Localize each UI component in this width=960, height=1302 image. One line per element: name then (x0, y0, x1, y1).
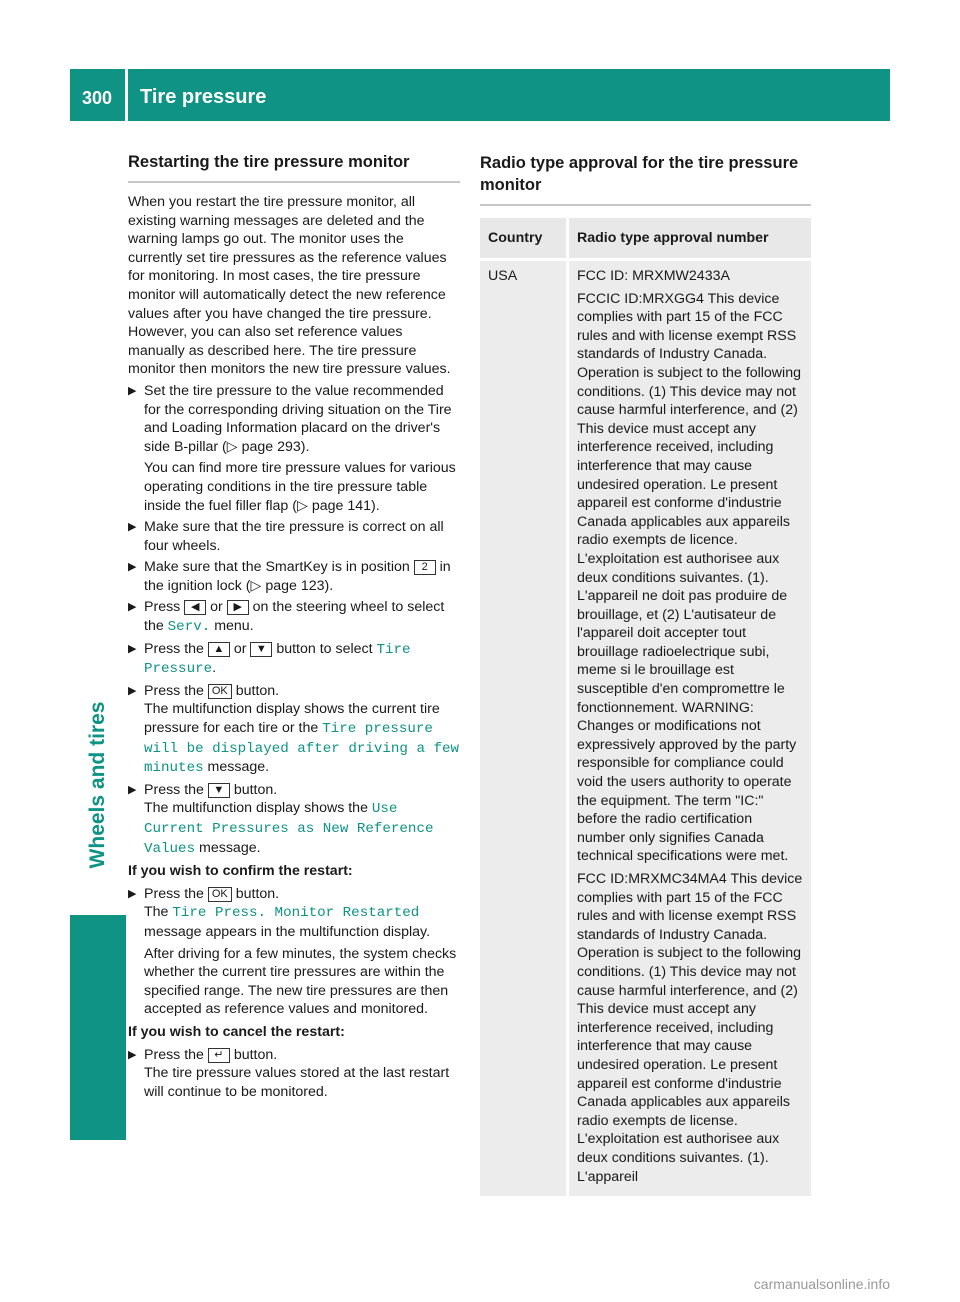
key-position-2-icon: 2 (414, 560, 436, 575)
down-arrow-icon: ▼ (208, 783, 230, 798)
approval-text-2: FCC ID:MRXMC34MA4 This device complies with part 15 of the FCC rules and with license exempt RSS standards of Industry Canada. Operation is subject to the following conditions. (1) This device may not cause harmful interference, and (2) This device must accept any interference received, including interference that may cause undesired operation. Le present appareil est conforme d'industrie Canada applicables aux appareils radio exempts de license. L'exploitation est authorisee aux deux conditions suivantes. (1). L'appareil (577, 871, 803, 1185)
cancel-heading: If you wish to cancel the restart: (128, 1023, 345, 1040)
step-2: ▶ Make sure that the tire pressure is correct on all four wheels. (128, 518, 460, 555)
ok-button-icon: OK (208, 684, 232, 699)
step-1: ▶ Set the tire pressure to the value recommended for the corresponding driving situation on the Tire and Loading Information placard on the driver's side B-pillar (▷ page 293). (128, 382, 460, 456)
step-4: ▶ Press ◀ or ▶ on the steering wheel to select the Serv. menu. (128, 598, 460, 636)
serv-menu-label: Serv. (167, 619, 211, 636)
step-7: ▶ Press the ▼ button. The multifunction display shows the Use Current Pressures as New Reference Values message. (128, 781, 460, 858)
step-8-note: After driving for a few minutes, the system checks whether the current tire pressures are within the specified range. The new tire pressures are then accepted as reference values and monitored. (144, 945, 457, 1018)
tire-pressure-message: Tire pressure will be displayed after driving a few minutes (144, 721, 460, 777)
section-heading: Restarting the tire pressure monitor (128, 152, 460, 183)
use-current-pressures-message: Use Current Pressures as New Reference Values (144, 801, 434, 857)
step-1-note: You can find more tire pressure values for various operating conditions in the tire pressure table inside the fuel filler flap (▷ page 141). (144, 460, 456, 514)
page-title: Tire pressure (140, 86, 267, 108)
step-5: ▶ Press the ▲ or ▼ button to select Tire Pressure. (128, 640, 460, 679)
right-column (480, 152, 811, 1196)
header-divider (125, 69, 128, 121)
table-header-approval: Radio type approval number (568, 218, 812, 260)
approval-cell (568, 260, 812, 1197)
down-arrow-icon: ▼ (250, 642, 272, 657)
step-3: ▶ Make sure that the SmartKey is in position 2 in the ignition lock (▷ page 123). (128, 558, 460, 595)
intro-paragraph: When you restart the tire pressure monitor, all existing warning messages are deleted and the warning lamps go out. The monitor uses the currently set tire pressures as the reference values for monitoring. In most cases, the tire pressure monitor will automatically detect the new reference values after you have changed the tire pressure. However, you can also set reference values manually as described here. The tire pressure monitor then monitors the new tire pressure values. (128, 194, 451, 378)
table-row (480, 260, 811, 1197)
page-number: 300 (82, 88, 113, 108)
confirm-heading: If you wish to confirm the restart: (128, 863, 353, 880)
radio-approval-heading: Radio type approval for the tire pressure monitor (480, 152, 811, 206)
section-tab (70, 665, 126, 905)
step-9: ▶ Press the ↵ button. The tire pressure values stored at the last restart will continue to be monitored. (128, 1046, 460, 1102)
monitor-restarted-message: Tire Press. Monitor Restarted (172, 905, 420, 922)
ok-button-icon: OK (208, 887, 232, 902)
left-arrow-icon: ◀ (184, 600, 206, 615)
left-column (128, 152, 460, 1104)
up-arrow-icon: ▲ (208, 642, 230, 657)
tire-pressure-menu-label: Tire Pressure (144, 641, 411, 678)
step-6: ▶ Press the OK button. The multifunction display shows the current tire pressure for each tire or the Tire pressure will be displayed after driving a few minutes message. (128, 682, 460, 778)
approval-id-1: FCC ID: MRXMW2433A (577, 268, 730, 284)
country-cell: USA (480, 260, 568, 1197)
table-header-country: Country (480, 218, 568, 260)
step-8: ▶ Press the OK button. The Tire Press. Monitor Restarted message appears in the multifunction display. (128, 885, 460, 942)
approval-text-1: FCCIC ID:MRXGG4 This device complies with part 15 of the FCC rules and with license exempt RSS standards of Industry Canada. Operation is subject to the following conditions. (1) This device may not cause harmful interference, and (2) This device must accept any interference received, including interference that may cause undesired operation. Le present appareil est conforme d'industrie Canada applicables aux appareils radio exempts de licence. L'exploitation est authorisee aux deux conditions suivantes. (1). L'appareil ne doit pas produire de brouillage, et (2) L'autisateur de l'appareil doit accepter tout brouillage radioelectrique subi, meme si le brouillage est susceptible d'en compromettre le fonctionnement. WARNING: Changes or modifications not expressively approved by the party responsible for compliance could void the users authority to operate the equipment. The term "IC:" before the radio certification number only signifies Canada technical specifications were met. (577, 290, 801, 865)
radio-approval-table (480, 218, 811, 1196)
back-button-icon: ↵ (208, 1048, 230, 1063)
section-tab-label: Wheels and tires (86, 701, 109, 869)
section-tab-marker (70, 915, 126, 1140)
right-arrow-icon: ▶ (227, 600, 249, 615)
footer-watermark: carmanualsonline.info (753, 1276, 890, 1292)
